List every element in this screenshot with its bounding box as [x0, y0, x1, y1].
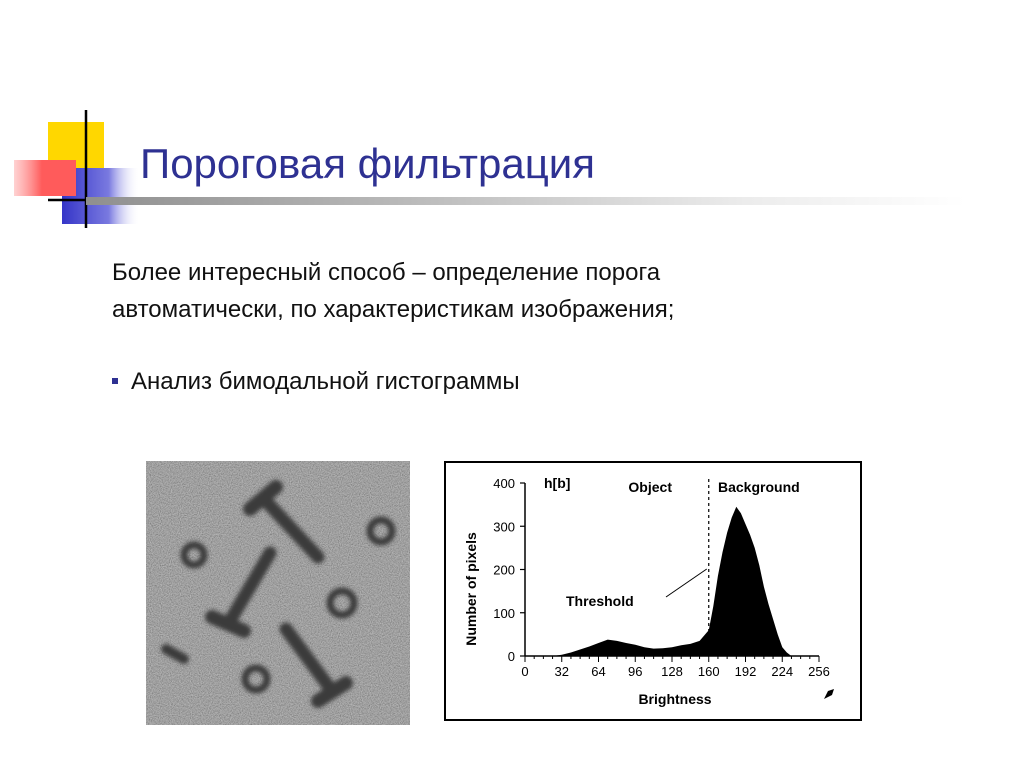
object-label: Object [628, 479, 672, 495]
x-tick-label: 128 [661, 664, 683, 679]
y-axis-title: Number of pixels [463, 532, 479, 646]
x-tick-label: 0 [521, 664, 529, 679]
background-label: Background [718, 479, 800, 495]
x-tick-label: 192 [734, 664, 757, 679]
threshold-label: Threshold [566, 593, 634, 609]
chart-frame [445, 462, 861, 720]
deco-red-bar [14, 160, 76, 196]
x-tick-label: 64 [591, 664, 606, 679]
y-tick-label: 400 [493, 476, 515, 491]
x-tick-label: 256 [808, 664, 830, 679]
slide-title: Пороговая фильтрация [140, 140, 595, 187]
y-tick-label: 200 [493, 562, 515, 578]
x-tick-label: 96 [628, 664, 643, 679]
x-tick-label: 160 [697, 664, 720, 679]
y-tick-label: 300 [493, 519, 515, 535]
histogram-chart [444, 461, 862, 721]
y-tick-label: 100 [493, 605, 515, 621]
bullet-square-icon [112, 378, 118, 384]
sample-grayscale-image [146, 461, 410, 725]
bullet-item [112, 368, 520, 396]
x-tick-label: 32 [554, 664, 569, 679]
y-tick-label: 0 [507, 649, 515, 664]
body-paragraph [112, 254, 932, 328]
x-axis-title: Brightness [638, 691, 712, 707]
title-underline [86, 197, 966, 205]
x-tick-label: 224 [771, 664, 794, 679]
bullet-text: Анализ бимодальной гистограммы [131, 368, 520, 395]
body-line-2: автоматически, по характеристикам изображения; [112, 296, 675, 323]
series-label: h[b] [544, 475, 571, 491]
body-line-1: Более интересный способ – определение порога [112, 259, 661, 286]
